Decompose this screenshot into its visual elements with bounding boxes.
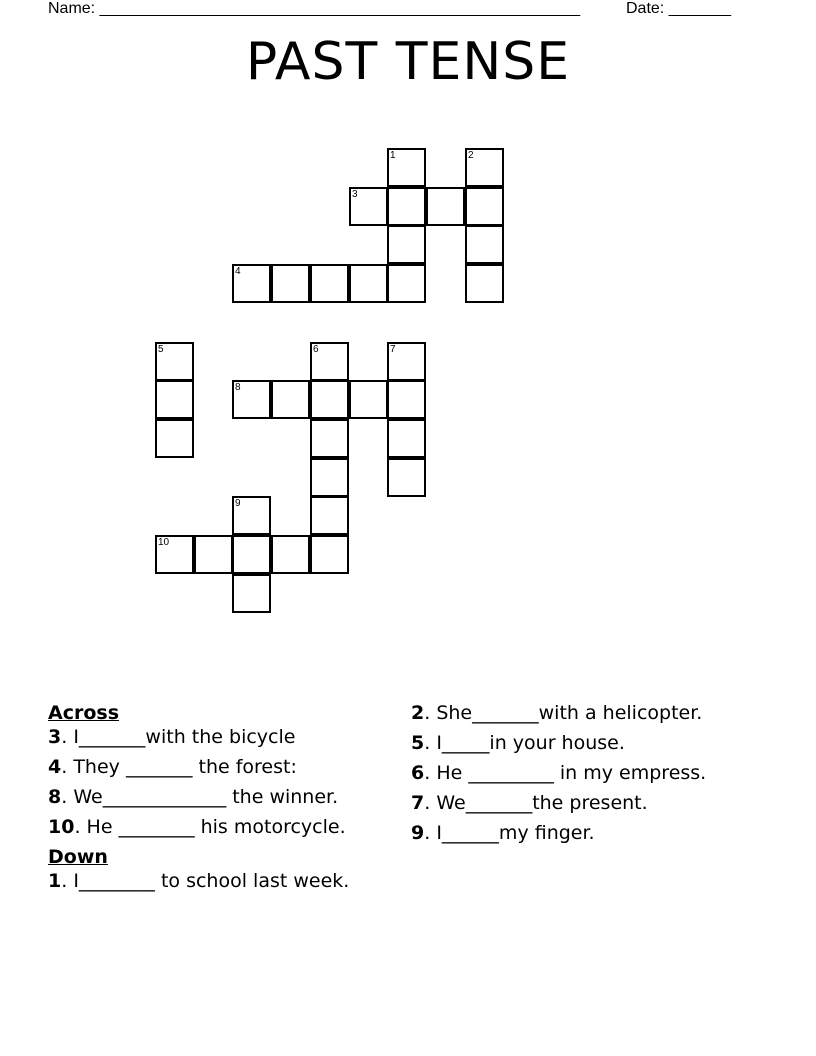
grid-cell[interactable] bbox=[271, 535, 310, 574]
grid-cell[interactable] bbox=[310, 264, 349, 303]
cell-number: 4 bbox=[235, 266, 241, 277]
grid-cell[interactable] bbox=[232, 264, 271, 303]
cell-number: 2 bbox=[468, 150, 474, 161]
grid-cell[interactable] bbox=[465, 187, 504, 226]
grid-cell[interactable] bbox=[271, 380, 310, 419]
grid-cell[interactable] bbox=[155, 419, 194, 458]
across-clue: 10. He ________ his motorcycle. bbox=[48, 816, 346, 838]
clue-number: 2 bbox=[411, 702, 425, 724]
clue-text: He _________ in my empress. bbox=[436, 762, 707, 784]
clue-number: 9 bbox=[411, 822, 425, 844]
grid-cell[interactable] bbox=[310, 380, 349, 419]
grid-cell[interactable] bbox=[465, 225, 504, 264]
clue-number: 5 bbox=[411, 732, 425, 754]
clue-text: We_______the present. bbox=[436, 792, 648, 814]
page-title: PAST TENSE bbox=[245, 32, 571, 92]
grid-cell[interactable] bbox=[310, 419, 349, 458]
down-clue: 7. We_______the present. bbox=[411, 792, 648, 814]
grid-cell[interactable] bbox=[387, 419, 426, 458]
clue-text: They _______ the forest: bbox=[73, 756, 297, 778]
clue-number: 3 bbox=[48, 726, 62, 748]
grid-cell[interactable] bbox=[310, 342, 349, 381]
down-clue: 9. I______my finger. bbox=[411, 822, 595, 844]
grid-cell[interactable] bbox=[387, 458, 426, 497]
clue-number: 7 bbox=[411, 792, 425, 814]
grid-cell[interactable] bbox=[465, 264, 504, 303]
grid-cell[interactable] bbox=[465, 148, 504, 187]
grid-cell[interactable] bbox=[155, 342, 194, 381]
grid-cell[interactable] bbox=[155, 535, 194, 574]
grid-cell[interactable] bbox=[387, 380, 426, 419]
cell-number: 9 bbox=[235, 498, 241, 509]
clue-text: I_______with the bicycle bbox=[73, 726, 296, 748]
grid-cell[interactable] bbox=[349, 187, 388, 226]
clue-text: I______my finger. bbox=[436, 822, 595, 844]
grid-cell[interactable] bbox=[155, 380, 194, 419]
cell-number: 6 bbox=[313, 344, 319, 355]
name-field-label: Name: ______________________________________________________ bbox=[48, 0, 581, 17]
across-heading: Across bbox=[48, 702, 120, 724]
clue-number: 1 bbox=[48, 870, 62, 892]
grid-cell[interactable] bbox=[387, 148, 426, 187]
grid-cell[interactable] bbox=[232, 535, 271, 574]
grid-cell[interactable] bbox=[349, 264, 388, 303]
cell-number: 5 bbox=[158, 344, 164, 355]
cell-number: 7 bbox=[390, 344, 396, 355]
across-clue: 4. They _______ the forest: bbox=[48, 756, 297, 778]
grid-cell[interactable] bbox=[387, 264, 426, 303]
grid-cell[interactable] bbox=[232, 380, 271, 419]
grid-cell[interactable] bbox=[387, 187, 426, 226]
down-clue: 5. I_____in your house. bbox=[411, 732, 625, 754]
down-clue: 6. He _________ in my empress. bbox=[411, 762, 707, 784]
down-clue: 1. I________ to school last week. bbox=[48, 870, 350, 892]
clue-number: 8 bbox=[48, 786, 62, 808]
down-clue: 2. She_______with a helicopter. bbox=[411, 702, 703, 724]
across-clue: 8. We_____________ the winner. bbox=[48, 786, 339, 808]
grid-cell[interactable] bbox=[194, 535, 233, 574]
cell-number: 8 bbox=[235, 382, 241, 393]
grid-cell[interactable] bbox=[387, 225, 426, 264]
down-heading: Down bbox=[48, 846, 108, 868]
grid-cell[interactable] bbox=[310, 496, 349, 535]
cell-number: 1 bbox=[390, 150, 396, 161]
grid-cell[interactable] bbox=[310, 535, 349, 574]
grid-cell[interactable] bbox=[232, 574, 271, 613]
clue-text: I________ to school last week. bbox=[73, 870, 350, 892]
date-field-label: Date: _______ bbox=[626, 0, 731, 17]
cell-number: 10 bbox=[158, 537, 170, 548]
clue-number: 4 bbox=[48, 756, 62, 778]
grid-cell[interactable] bbox=[387, 342, 426, 381]
grid-cell[interactable] bbox=[232, 496, 271, 535]
grid-cell[interactable] bbox=[310, 458, 349, 497]
grid-cell[interactable] bbox=[349, 380, 388, 419]
grid-cell[interactable] bbox=[271, 264, 310, 303]
clue-text: She_______with a helicopter. bbox=[436, 702, 703, 724]
clue-text: I_____in your house. bbox=[436, 732, 625, 754]
clue-text: He ________ his motorcycle. bbox=[86, 816, 346, 838]
grid-cell[interactable] bbox=[426, 187, 465, 226]
cell-number: 3 bbox=[352, 189, 358, 200]
clues-right-column bbox=[411, 703, 731, 853]
clue-number: 6 bbox=[411, 762, 425, 784]
clue-text: We_____________ the winner. bbox=[73, 786, 339, 808]
across-clue: 3. I_______with the bicycle bbox=[48, 726, 296, 748]
clue-number: 10 bbox=[48, 816, 75, 838]
clues-left-column bbox=[48, 703, 398, 901]
